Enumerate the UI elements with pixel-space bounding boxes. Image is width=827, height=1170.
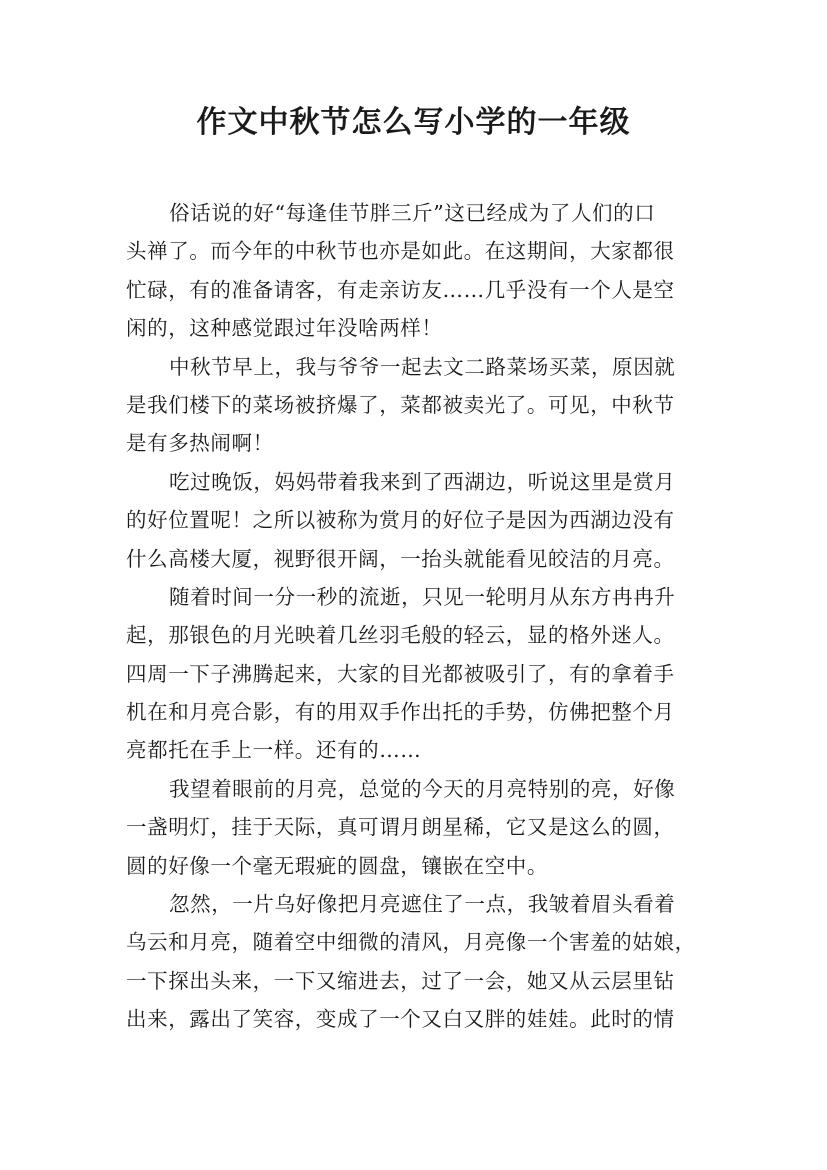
paragraph-first-line: 吃过晚饭，妈妈带着我来到了西湖边，听说这里是赏月 bbox=[169, 469, 676, 494]
paragraph-line: 是我们楼下的菜场被挤爆了，菜都被卖光了。可见，中秋节 bbox=[126, 392, 675, 417]
paragraph-first-line: 随着时间一分一秒的流逝，只见一轮明月从东方冉冉升 bbox=[169, 584, 676, 609]
paragraph-first-line: 俗话说的好“每逢佳节胖三斤”这已经成为了人们的口 bbox=[169, 201, 656, 225]
paragraph-line: 的好位置呢！之所以被称为赏月的好位子是因为西湖边没有 bbox=[126, 508, 675, 533]
paragraph-first-line: 忽然，一片乌好像把月亮遮住了一点，我皱着眉头看着 bbox=[169, 892, 676, 917]
document-title: 作文中秋节怎么写小学的一年级 bbox=[196, 105, 631, 140]
paragraph-first-line: 中秋节早上，我与爷爷一起去文二路菜场买菜，原因就 bbox=[169, 354, 676, 379]
paragraph-line: 出来，露出了笑容，变成了一个又白又胖的娃娃。此时的情 bbox=[126, 1007, 675, 1032]
paragraph-line: 圆的好像一个毫无瑕疵的圆盘，镶嵌在空中。 bbox=[126, 853, 548, 878]
document-body bbox=[126, 194, 716, 1039]
paragraph-line: 乌云和月亮，随着空中细微的清风，月亮像一个害羞的姑娘， bbox=[126, 930, 696, 955]
paragraph-line: 起，那银色的月光映着几丝羽毛般的轻云，显的格外迷人。 bbox=[126, 623, 675, 648]
paragraph-line: 是有多热闹啊！ bbox=[126, 431, 274, 456]
paragraph-line: 一盏明灯，挂于天际，真可谓月朗星稀，它又是这么的圆， bbox=[126, 815, 675, 840]
paragraph-line: 四周一下子沸腾起来，大家的目光都被吸引了，有的拿着手 bbox=[126, 661, 675, 686]
paragraph-line: 头禅了。而今年的中秋节也亦是如此。在这期间，大家都很 bbox=[126, 239, 675, 264]
paragraph-line: 忙碌，有的准备请客，有走亲访友……几乎没有一个人是空 bbox=[126, 277, 675, 302]
paragraph-line: 闲的，这种感觉跟过年没啥两样！ bbox=[126, 316, 443, 341]
paragraph-line: 机在和月亮合影，有的用双手作出托的手势，仿佛把整个月 bbox=[126, 700, 675, 725]
paragraph-line: 什么高楼大厦，视野很开阔，一抬头就能看见皎洁的月亮。 bbox=[126, 546, 675, 571]
paragraph-first-line: 我望着眼前的月亮，总觉的今天的月亮特别的亮，好像 bbox=[169, 776, 676, 801]
paragraph-line: 亮都托在手上一样。还有的…… bbox=[126, 738, 422, 763]
paragraph-line: 一下探出头来，一下又缩进去，过了一会，她又从云层里钻 bbox=[126, 968, 675, 993]
